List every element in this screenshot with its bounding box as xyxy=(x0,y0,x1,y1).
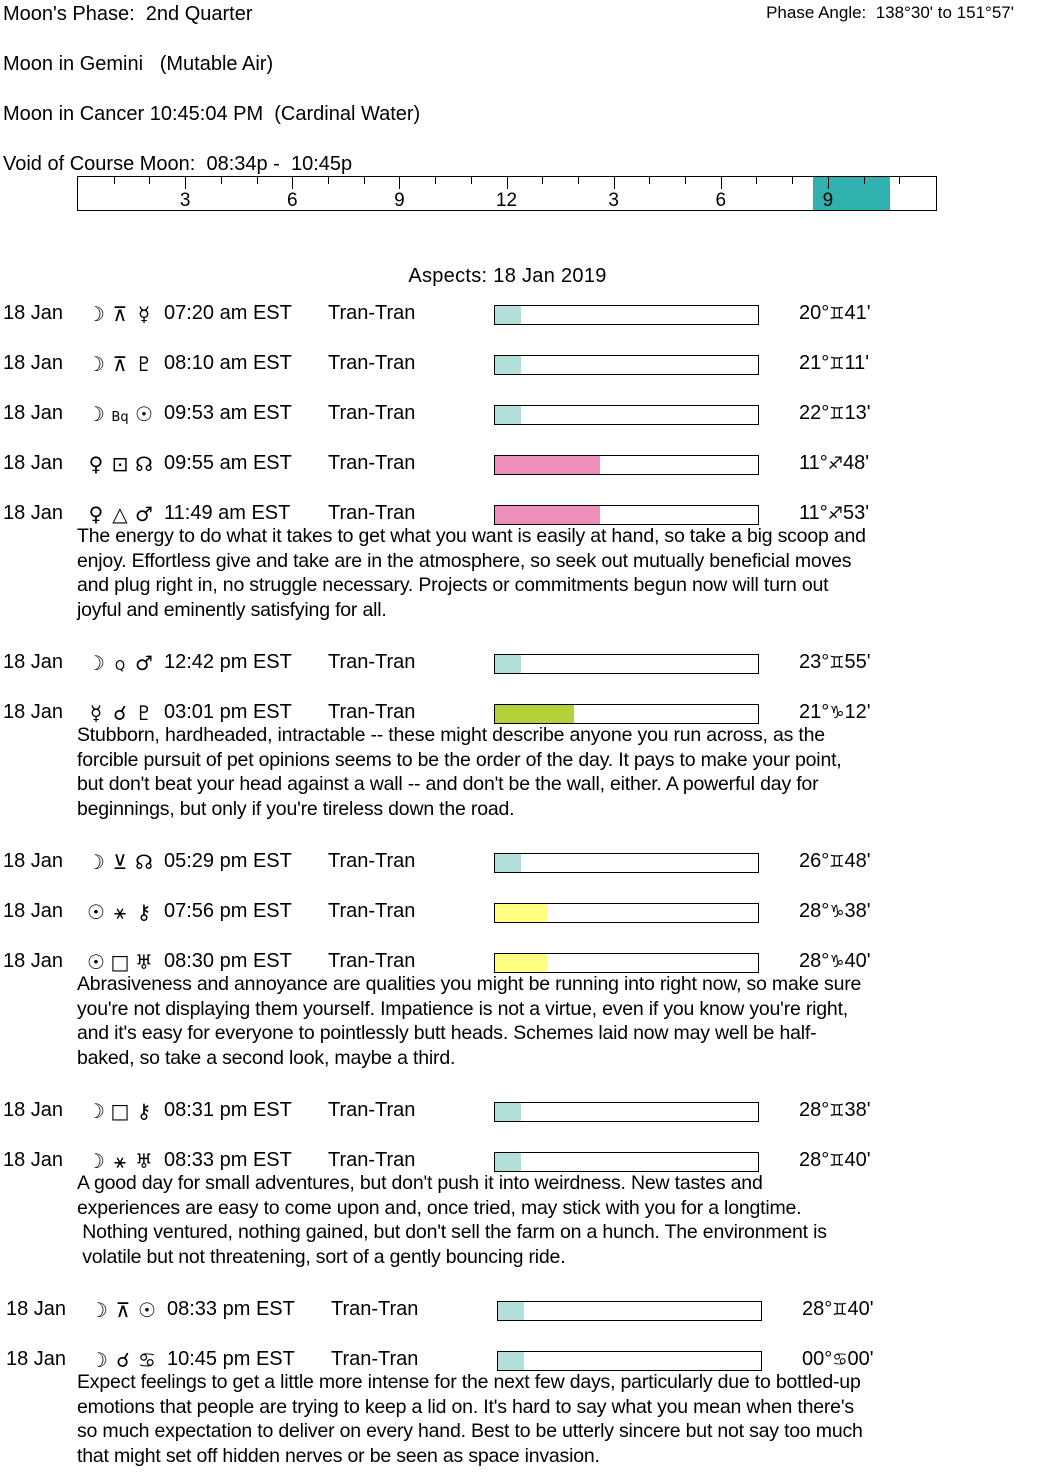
aspect-strength-bar xyxy=(494,305,759,325)
aspect-kind: Tran-Tran xyxy=(328,402,416,424)
aspect-kind: Tran-Tran xyxy=(331,1298,419,1320)
position-minute: 48' xyxy=(843,452,870,474)
aspect-strength-bar xyxy=(494,505,759,525)
aspect-glyphs xyxy=(84,651,156,675)
venus-icon: ♀ xyxy=(88,452,104,476)
interpretation-line: joyful and eminently satisfying for all. xyxy=(77,599,387,622)
aspect-kind: Tran-Tran xyxy=(328,701,416,723)
aspect-date: 18 Jan xyxy=(3,452,64,474)
aspect-strength-bar xyxy=(494,1102,759,1122)
sun-icon: ☉ xyxy=(87,950,105,974)
interpretation-line: volatile but not threatening, sort of a gently bouncing ride. xyxy=(77,1246,566,1269)
interpretation-line: that might set off hidden nerves or be seen as space invasion. xyxy=(77,1445,600,1468)
interpretation-line: experiences are easy to come upon and, once tried, may stick with you for a longtime. xyxy=(77,1196,802,1219)
position-minute: 40' xyxy=(844,950,871,972)
aspect-strength-bar xyxy=(494,355,759,375)
moon-icon: ☽ xyxy=(87,302,105,326)
aspect-time: 08:30 pm EST xyxy=(164,950,292,972)
mercury-icon: ☿ xyxy=(137,302,151,326)
moon-icon: ☽ xyxy=(90,1298,108,1322)
aspect-strength-bar xyxy=(494,704,759,724)
interpretation-line: you're not displaying them yourself. Impatience is not a virtue, even if you know you're right, xyxy=(77,997,849,1020)
aspect-glyphs xyxy=(84,352,156,376)
aspects-title: Aspects: 18 Jan 2019 xyxy=(408,265,607,287)
aspect-strength-bar xyxy=(494,853,759,873)
conjunction-icon: ☌ xyxy=(113,701,127,725)
mercury-icon: ☿ xyxy=(89,701,103,725)
moon-icon: ☽ xyxy=(87,651,105,675)
position-degree: 11° xyxy=(799,452,828,474)
north-node-icon: ☊ xyxy=(135,452,153,476)
timeline-label: 9 xyxy=(822,190,834,211)
aspect-time: 08:33 pm EST xyxy=(167,1298,295,1320)
aspect-glyphs xyxy=(84,302,156,326)
aspect-time: 08:31 pm EST xyxy=(164,1099,292,1121)
aspect-date: 18 Jan xyxy=(3,651,64,673)
aspect-position xyxy=(802,1348,874,1371)
aspect-position xyxy=(799,502,869,525)
timeline-tick xyxy=(292,177,293,189)
aspect-kind: Tran-Tran xyxy=(328,900,416,922)
aspect-row xyxy=(0,402,1046,428)
aspect-time: 10:45 pm EST xyxy=(167,1348,295,1370)
interpretation-line: baked, so take a second look, maybe a third. xyxy=(77,1047,456,1070)
aspect-glyphs xyxy=(87,1298,159,1322)
position-minute: 48' xyxy=(844,850,871,872)
moon-sign: Moon in Gemini (Mutable Air) xyxy=(3,53,274,75)
interpretation-line: but don't beat your head against a wall -- and don't be the wall, either. A powerful day for xyxy=(77,773,819,796)
aspect-kind: Tran-Tran xyxy=(328,302,416,324)
interpretation-line: and plug right in, no struggle necessary. Projects or commitments begun now will turn out xyxy=(77,574,829,597)
timeline-label: 3 xyxy=(608,190,619,211)
position-degree: 26° xyxy=(799,850,830,872)
moon-icon: ☽ xyxy=(87,1149,105,1173)
aspect-kind: Tran-Tran xyxy=(328,1099,416,1121)
capricorn-icon: ♑ xyxy=(829,952,845,972)
void-of-course: Void of Course Moon: 08:34p - 10:45p xyxy=(3,153,353,175)
aspect-glyphs xyxy=(84,1099,156,1123)
quincunx-icon: ⊼ xyxy=(112,352,128,376)
aspect-strength-bar xyxy=(494,903,759,923)
position-degree: 21° xyxy=(799,701,830,723)
sextile-icon: ⚹ xyxy=(114,1149,126,1173)
timeline-label: 6 xyxy=(715,190,727,211)
aspect-strength-fill xyxy=(495,456,600,474)
aspect-glyphs xyxy=(84,701,156,725)
timeline-tick xyxy=(899,177,900,184)
moon-icon: ☽ xyxy=(87,352,105,376)
aspect-glyphs xyxy=(84,452,156,476)
aspect-position xyxy=(799,950,871,973)
position-degree: 28° xyxy=(799,1149,830,1171)
aspect-row xyxy=(0,1099,1046,1125)
void-of-course-timeline xyxy=(77,176,937,211)
aspect-interpretation xyxy=(77,723,1017,822)
aspect-strength-fill xyxy=(495,705,574,723)
conjunction-icon: ☌ xyxy=(116,1348,130,1372)
timeline-tick xyxy=(614,177,615,189)
aspect-row xyxy=(0,352,1046,378)
semisextile-icon: ⊻ xyxy=(112,850,128,874)
aspect-strength-fill xyxy=(495,954,547,972)
position-minute: 38' xyxy=(844,900,871,922)
timeline-label: 12 xyxy=(495,190,518,211)
aspect-time: 07:56 pm EST xyxy=(164,900,292,922)
sagittarius-icon: ♐ xyxy=(827,454,844,474)
aspect-strength-fill xyxy=(498,1302,524,1320)
aspect-glyphs xyxy=(84,502,156,526)
aspect-kind: Tran-Tran xyxy=(328,502,416,524)
mars-icon: ♂ xyxy=(135,651,153,675)
aspect-strength-bar xyxy=(497,1301,762,1321)
gemini-icon: ♊ xyxy=(832,1300,848,1320)
timeline-tick xyxy=(685,177,686,184)
timeline-tick xyxy=(364,177,365,184)
aspect-position xyxy=(799,402,871,425)
gemini-icon: ♊ xyxy=(829,852,845,872)
capricorn-icon: ♑ xyxy=(829,703,845,723)
aspect-date: 18 Jan xyxy=(3,701,64,723)
position-degree: 11° xyxy=(799,502,828,524)
aspect-date: 18 Jan xyxy=(3,850,64,872)
aspect-time: 11:49 am EST xyxy=(164,502,291,524)
aspect-date: 18 Jan xyxy=(3,302,64,324)
gemini-icon: ♊ xyxy=(829,404,845,424)
interpretation-line: The energy to do what it takes to get what you want is easily at hand, so take a big scoop and xyxy=(77,525,866,547)
aspect-date: 18 Jan xyxy=(3,1099,64,1121)
north-node-icon: ☊ xyxy=(135,850,153,874)
trine-icon: △ xyxy=(112,502,128,526)
timeline-tick xyxy=(185,177,186,189)
timeline-tick xyxy=(328,177,329,184)
aspect-glyphs xyxy=(84,850,156,874)
timeline-tick xyxy=(649,177,650,184)
aspect-strength-bar xyxy=(494,405,759,425)
position-minute: 41' xyxy=(844,302,871,324)
gemini-icon: ♊ xyxy=(829,304,845,324)
interpretation-line: A good day for small adventures, but don't push it into weirdness. New tastes and xyxy=(77,1172,763,1194)
position-minute: 11' xyxy=(844,352,870,374)
aspect-date: 18 Jan xyxy=(3,402,64,424)
aspect-row xyxy=(0,452,1046,478)
aspect-kind: Tran-Tran xyxy=(328,950,416,972)
phase-angle: Phase Angle: 138°30' to 151°57' xyxy=(766,3,1014,22)
interpretation-line: beginnings, but only if you're tireless down the road. xyxy=(77,798,515,821)
gemini-icon: ♊ xyxy=(829,653,845,673)
aspect-strength-fill xyxy=(498,1352,524,1370)
aspect-kind: Tran-Tran xyxy=(328,850,416,872)
aspect-date: 18 Jan xyxy=(6,1348,67,1370)
timeline-tick xyxy=(399,177,400,189)
interpretation-line: Stubborn, hardheaded, intractable -- these might describe anyone you run across, as the xyxy=(77,724,825,746)
position-minute: 53' xyxy=(843,502,870,524)
timeline-tick xyxy=(828,177,829,189)
aspect-position xyxy=(799,302,871,325)
timeline-tick xyxy=(221,177,222,184)
position-minute: 13' xyxy=(844,402,871,424)
interpretation-line: enjoy. Effortless give and take are in the atmosphere, so seek out mutually beneficial moves xyxy=(77,549,852,572)
aspect-time: 08:33 pm EST xyxy=(164,1149,292,1171)
sesquisquare-icon: ⊡ xyxy=(111,452,129,476)
cancer-icon: ♋ xyxy=(832,1350,848,1370)
aspect-date: 18 Jan xyxy=(3,950,64,972)
position-degree: 00° xyxy=(802,1348,833,1370)
sextile-icon: ⚹ xyxy=(114,900,126,924)
position-degree: 22° xyxy=(799,402,830,424)
aspect-position xyxy=(799,452,869,475)
position-degree: 20° xyxy=(799,302,830,324)
aspect-glyphs xyxy=(84,1149,156,1173)
moon-icon: ☽ xyxy=(87,850,105,874)
aspect-interpretation xyxy=(77,1171,1017,1270)
interpretation-line: Expect feelings to get a little more intense for the next few days, particularly due to bottled-up xyxy=(77,1371,861,1393)
chiron-icon: ⚷ xyxy=(136,900,152,924)
aspect-position xyxy=(799,352,869,375)
aspect-position xyxy=(799,651,871,674)
aspect-strength-fill xyxy=(495,904,547,922)
aspect-glyphs xyxy=(84,900,156,924)
aspect-date: 18 Jan xyxy=(6,1298,67,1320)
aspect-time: 07:20 am EST xyxy=(164,302,292,324)
aspect-position xyxy=(799,1149,871,1172)
timeline-tick xyxy=(507,177,508,189)
timeline-label: 9 xyxy=(394,190,405,211)
aspect-position xyxy=(799,1099,871,1122)
interpretation-line: Abrasiveness and annoyance are qualities you might be running into right now, so make sure xyxy=(77,973,862,995)
aspect-strength-fill xyxy=(495,406,521,424)
aspect-strength-bar xyxy=(494,1152,759,1172)
aspect-row xyxy=(0,302,1046,328)
aspect-date: 18 Jan xyxy=(3,502,64,524)
timeline-tick xyxy=(542,177,543,184)
sun-icon: ☉ xyxy=(138,1298,156,1322)
interpretation-line: so much expectation to deliver on every hand. Best to be utterly sincere but not say too much xyxy=(77,1420,863,1443)
interpretation-line: forcible pursuit of pet opinions seems to be the order of the day. It pays to make your point, xyxy=(77,748,842,771)
gemini-icon: ♊ xyxy=(829,1101,845,1121)
pluto-icon: ♇ xyxy=(135,352,153,376)
timeline-tick xyxy=(864,177,865,184)
aspect-glyphs xyxy=(84,402,156,426)
timeline-tick xyxy=(792,177,793,184)
mars-icon: ♂ xyxy=(135,502,153,526)
aspect-position xyxy=(799,701,871,724)
timeline-tick xyxy=(721,177,722,189)
aspect-interpretation xyxy=(77,524,1017,623)
aspect-position xyxy=(799,850,871,873)
aspect-strength-fill xyxy=(495,1103,521,1121)
timeline-tick xyxy=(756,177,757,184)
aspect-time: 08:10 am EST xyxy=(164,352,292,374)
position-degree: 28° xyxy=(802,1298,833,1320)
pluto-icon: ♇ xyxy=(135,701,153,725)
aspect-kind: Tran-Tran xyxy=(328,352,416,374)
venus-icon: ♀ xyxy=(88,502,104,526)
interpretation-line: and it's easy for everyone to pointlessly butt heads. Schemes laid now may well be half- xyxy=(77,1022,817,1045)
position-minute: 40' xyxy=(847,1298,874,1320)
position-degree: 23° xyxy=(799,651,830,673)
chiron-icon: ⚷ xyxy=(136,1099,152,1123)
aspect-glyphs xyxy=(84,950,156,974)
aspect-time: 12:42 pm EST xyxy=(164,651,292,673)
position-minute: 40' xyxy=(844,1149,871,1171)
aspect-strength-bar xyxy=(494,953,759,973)
timeline-label: 6 xyxy=(286,190,298,211)
timeline-tick xyxy=(578,177,579,184)
cancer-icon: ♋ xyxy=(138,1348,156,1372)
position-minute: 55' xyxy=(844,651,871,673)
position-minute: 00' xyxy=(847,1348,874,1370)
position-degree: 28° xyxy=(799,900,830,922)
moon-ingress: Moon in Cancer 10:45:04 PM (Cardinal Water) xyxy=(3,103,421,125)
moon-icon: ☽ xyxy=(87,1099,105,1123)
interpretation-line: Nothing ventured, nothing gained, but don't sell the farm on a hunch. The environment is xyxy=(77,1221,827,1244)
timeline-tick xyxy=(435,177,436,184)
uranus-icon: ♅ xyxy=(135,950,153,974)
aspect-date: 18 Jan xyxy=(3,352,64,374)
aspect-date: 18 Jan xyxy=(3,900,64,922)
aspect-position xyxy=(799,900,871,923)
aspect-row xyxy=(0,850,1046,876)
timeline-tick xyxy=(257,177,258,184)
capricorn-icon: ♑ xyxy=(829,902,845,922)
aspect-row xyxy=(0,651,1046,677)
aspect-position xyxy=(802,1298,874,1321)
position-minute: 12' xyxy=(844,701,871,723)
aspect-interpretation xyxy=(77,1370,1017,1469)
aspect-time: 05:29 pm EST xyxy=(164,850,292,872)
timeline-tick xyxy=(471,177,472,184)
aspect-date: 18 Jan xyxy=(3,1149,64,1171)
aspect-strength-bar xyxy=(494,455,759,475)
aspect-row xyxy=(0,900,1046,926)
aspect-time: 09:53 am EST xyxy=(164,402,292,424)
position-degree: 28° xyxy=(799,1099,830,1121)
position-degree: 21° xyxy=(799,352,830,374)
aspect-kind: Tran-Tran xyxy=(328,1149,416,1171)
moon-icon: ☽ xyxy=(87,402,105,426)
quincunx-icon: ⊼ xyxy=(112,302,128,326)
timeline-label: 3 xyxy=(179,190,191,211)
moon-icon: ☽ xyxy=(90,1348,108,1372)
interpretation-line: emotions that people are trying to keep a lid on. It's hard to say what you mean when there's xyxy=(77,1395,854,1418)
gemini-icon: ♊ xyxy=(829,1151,845,1171)
aspect-strength-fill xyxy=(495,356,521,374)
position-degree: 28° xyxy=(799,950,830,972)
sun-icon: ☉ xyxy=(135,402,153,426)
quincunx-icon: ⊼ xyxy=(115,1298,131,1322)
aspect-kind: Tran-Tran xyxy=(328,651,416,673)
moon-phase: Moon's Phase: 2nd Quarter xyxy=(3,3,253,25)
aspect-glyphs xyxy=(87,1348,159,1372)
aspect-strength-fill xyxy=(495,506,600,524)
aspect-row xyxy=(0,1298,1046,1324)
aspect-time: 09:55 am EST xyxy=(164,452,292,474)
aspect-strength-fill xyxy=(495,1153,521,1171)
aspect-strength-fill xyxy=(495,655,521,673)
sagittarius-icon: ♐ xyxy=(827,504,844,524)
timeline-tick xyxy=(149,177,150,184)
quintile-icon: Q xyxy=(114,659,126,674)
timeline-tick xyxy=(114,177,115,184)
aspect-kind: Tran-Tran xyxy=(328,452,416,474)
biquintile-icon: Bq xyxy=(111,410,129,425)
position-minute: 38' xyxy=(844,1099,871,1121)
square-icon: □ xyxy=(110,1099,130,1123)
sun-icon: ☉ xyxy=(87,900,105,924)
square-icon: □ xyxy=(110,950,130,974)
aspect-kind: Tran-Tran xyxy=(331,1348,419,1370)
aspect-interpretation xyxy=(77,972,1017,1071)
gemini-icon: ♊ xyxy=(829,354,845,374)
aspect-strength-bar xyxy=(497,1351,762,1371)
uranus-icon: ♅ xyxy=(135,1149,153,1173)
aspect-strength-bar xyxy=(494,654,759,674)
aspect-time: 03:01 pm EST xyxy=(164,701,292,723)
aspect-strength-fill xyxy=(495,854,521,872)
aspect-strength-fill xyxy=(495,306,521,324)
